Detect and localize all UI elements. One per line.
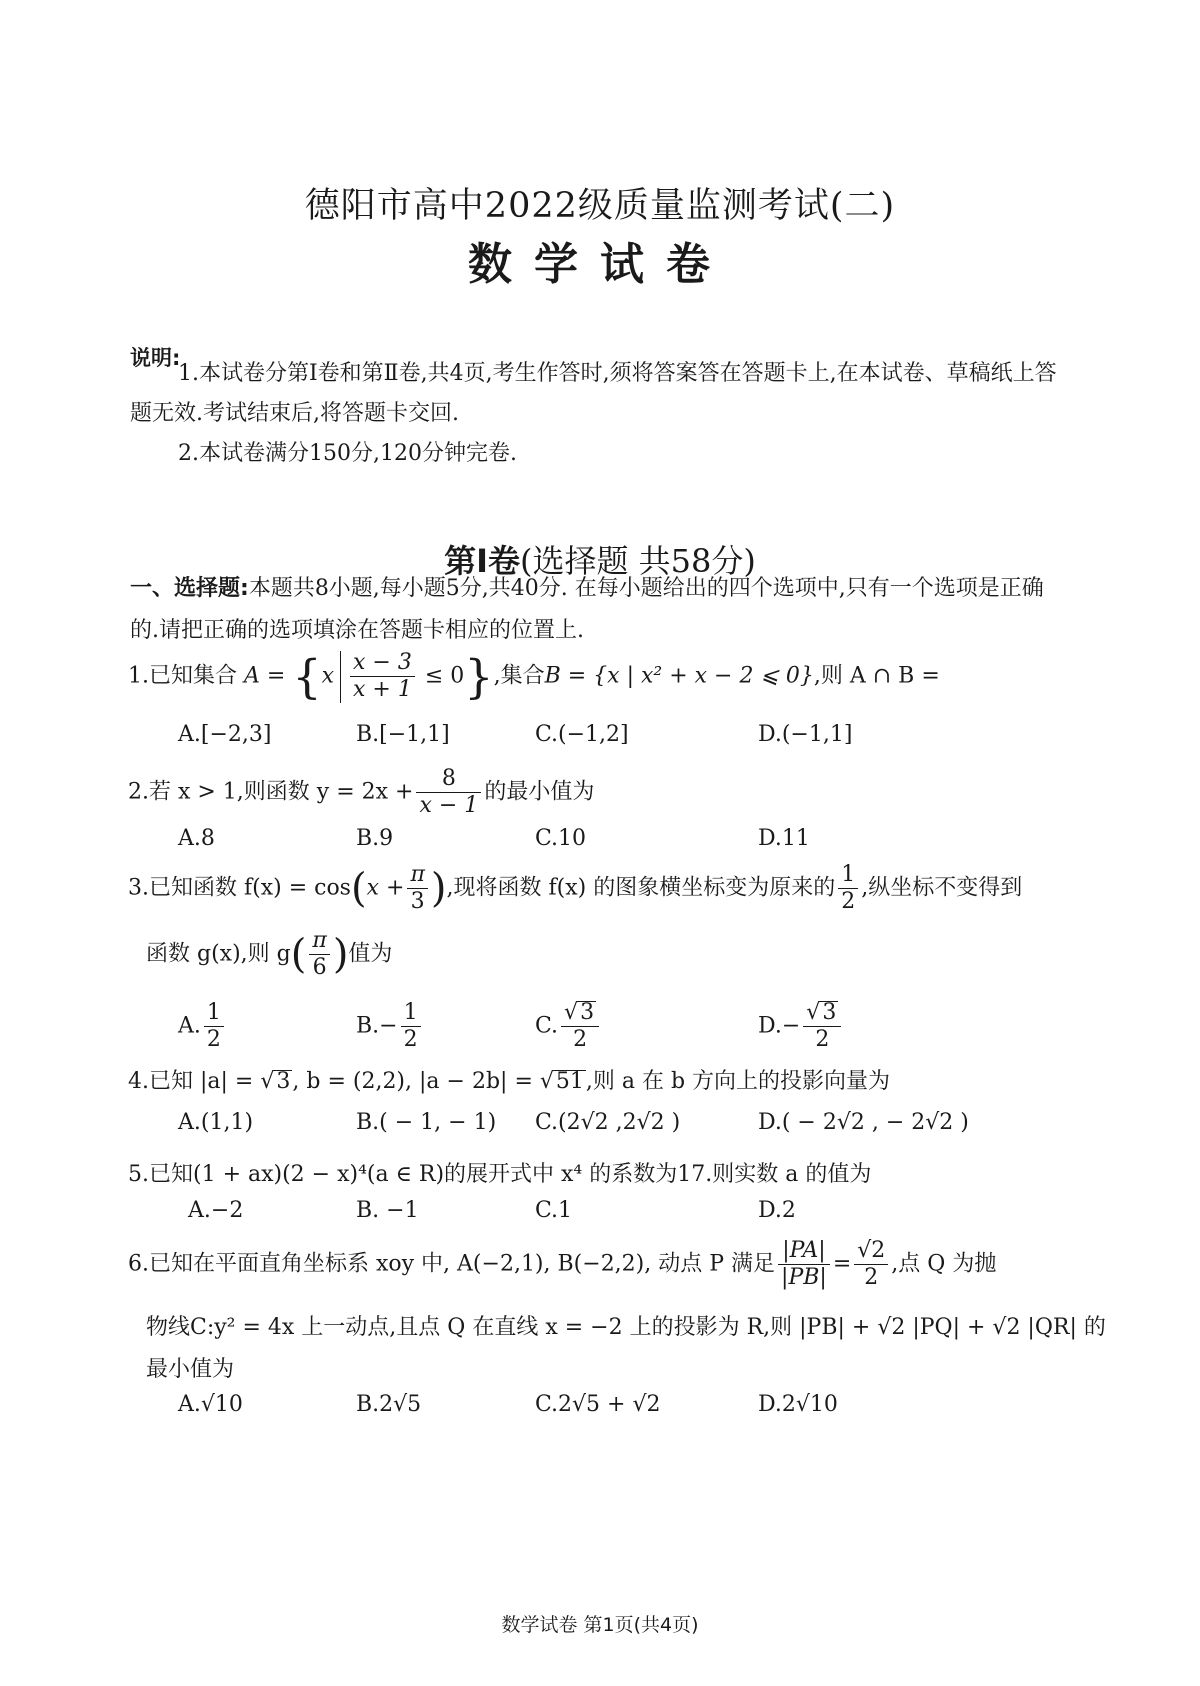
q3-close-paren: ) [430,865,447,912]
q4-sqrt-b: 51 [555,1069,584,1094]
q5-option-c: C.1 [535,1198,573,1223]
q3-open-paren: ( [350,865,367,912]
q6-root-den: 2 [864,1265,879,1290]
q2-tail: 的最小值为 [484,779,595,805]
q4-option-b: B.( − 1, − 1) [356,1110,497,1135]
q4-option-c: C.(2√2 ,2√2 ) [535,1110,681,1135]
question-5: 5.已知(1 + ax)(2 − x)⁴(a ∈ R)的展开式中 x⁴ 的系数为17.则实数 a 的值为 [128,1162,872,1187]
q3-half-num: 1 [838,862,858,889]
q1-left-brace: { [292,649,322,704]
q1-option-c: C.(−1,2] [535,722,629,747]
q1-cond: ≤ 0 [424,663,465,689]
exam-title: 德阳市高中2022级质量监测考试(二) [304,186,896,226]
page-footer: 数学试卷 第1页(共4页) [501,1614,699,1636]
q3-options [178,1000,1078,1060]
q3-option-a: A. $\frac{1}{2}$ [178,1000,227,1053]
q4-text-c: ,则 a 在 b 方向上的投影向量为 [585,1069,891,1094]
question-6-line-2: 物线C:y² = 4x 上一动点,且点 Q 在直线 x = −2 上的投影为 R,则 |PB| + √2 |PQ| + √2 |QR| 的 [146,1315,1106,1340]
q3-line2-prefix: 函数 g(x),则 g [146,941,291,967]
q3-g-den: 6 [312,955,327,980]
q3-pi-frac [407,862,427,915]
q1-options [178,722,1078,772]
q1-tail: ,则 A ∩ B = [813,663,940,689]
q5-option-d: D.2 [758,1198,796,1223]
question-3-line-2 [146,928,392,981]
q3-option-d: D.− $\frac{√3}{2}$ [758,1000,844,1053]
q3-g-close-paren: ) [332,931,349,978]
q1-frac-num: x − 3 [350,650,415,677]
q6-ratio [778,1238,830,1291]
notes-heading: 说明: [130,346,181,370]
q3-g-frac [309,928,329,981]
q6-ratio-den: |PB| [781,1265,827,1290]
q4-option-d: D.( − 2√2 , − 2√2 ) [758,1110,969,1135]
q3-half-den: 2 [841,889,856,914]
q1-option-d: D.(−1,1] [758,722,853,747]
q2-option-d: D.11 [758,826,810,851]
q3-pi-num: π [407,862,427,889]
q3-prefix: 3.已知函数 f(x) = cos [128,875,351,901]
q3-line2-tail: 值为 [348,941,393,967]
q3-g-num: π [309,928,329,955]
q3-option-b: B.− $\frac{1}{2}$ [356,1000,424,1053]
q6-ratio-num: |PA| [778,1238,830,1265]
q1-option-b: B.[−1,1] [356,722,450,747]
q4-text-a: 4.已知 |a| = [128,1069,254,1094]
q6-root-num: √2 [854,1238,888,1265]
subject-title: 数学试卷 [468,239,732,290]
q2-fraction [416,766,481,819]
notes-line-1: 1.本试卷分第Ⅰ卷和第Ⅱ卷,共4页,考生作答时,须将答案答在答题卡上,在本试卷、草稿纸上答题无效.考试结束后,将答题卡交回. [130,361,1057,426]
q1-right-brace: } [464,649,494,704]
q6-option-d: D.2√10 [758,1392,838,1417]
q1-mid: ,集合 [493,663,545,689]
question-1 [128,650,940,703]
section-label: 第Ⅰ卷 [444,542,521,580]
q1-frac-den: x + 1 [353,677,412,702]
q1-set-b: B = {x | x² + x − 2 ⩽ 0} [544,663,814,689]
q4-options [178,1110,1078,1160]
q1-bar [340,651,341,703]
q6-tail: ,点 Q 为抛 [891,1251,997,1277]
q3-mid: ,现将函数 f(x) 的图象横坐标变为原来的 [446,875,836,901]
q1-option-a: A.[−2,3] [178,722,272,747]
q2-frac-den: x − 1 [419,793,479,818]
q3-g-open-paren: ( [290,931,307,978]
part1-heading: 一、选择题: [130,576,249,601]
q6-root-frac [854,1238,888,1291]
q4-option-a: A.(1,1) [178,1110,254,1135]
q3-half-frac [838,862,858,915]
q1-var-x: x [321,663,335,689]
q5-option-b: B. −1 [356,1198,419,1223]
section-desc: (选择题 共58分) [520,542,756,580]
q2-option-c: C.10 [535,826,587,851]
q6-options [178,1392,1078,1442]
q6-eq: = [832,1251,852,1277]
part1-instructions [130,568,1070,652]
question-6-line-3: 最小值为 [146,1357,235,1382]
part1-text: 本题共8小题,每小题5分,共40分. 在每小题给出的四个选项中,只有一个选项是正确的.请把正确的选项填涂在答题卡相应的位置上. [130,576,1044,643]
q3-tail: ,纵坐标不变得到 [861,875,1023,901]
q5-option-a: A.−2 [188,1198,244,1223]
q1-prefix: 1.已知集合 [128,663,237,689]
question-6 [128,1238,996,1291]
question-3 [128,862,1022,915]
q4-text-b: , b = (2,2), |a − 2b| = [292,1069,533,1094]
q1-fraction [350,650,415,703]
q2-prefix: 2.若 x > 1,则函数 y = 2x + [128,779,414,805]
q4-sqrt-a: 3 [276,1069,291,1094]
q2-frac-num: 8 [416,766,481,793]
q2-option-a: A.8 [178,826,215,851]
q6-option-a: A.√10 [178,1392,243,1417]
q3-option-c: C. $\frac{√3}{2}$ [535,1000,602,1053]
q6-option-c: C.2√5 + √2 [535,1392,661,1417]
q6-option-b: B.2√5 [356,1392,422,1417]
question-2 [128,766,594,819]
question-4: 4.已知 |a| = √3, b = (2,2), |a − 2b| = √51,则 a 在 b 方向上的投影向量为 [128,1069,891,1094]
q3-pi-den: 3 [410,889,425,914]
q2-option-b: B.9 [356,826,394,851]
q6-prefix: 6.已知在平面直角坐标系 xoy 中, A(−2,1), B(−2,2), 动点 P 满足 [128,1251,776,1277]
q3-inner: x + [366,875,405,901]
q1-set-a-label: A = [244,663,286,689]
notes-line-2: 2.本试卷满分150分,120分钟完卷. [178,441,517,466]
